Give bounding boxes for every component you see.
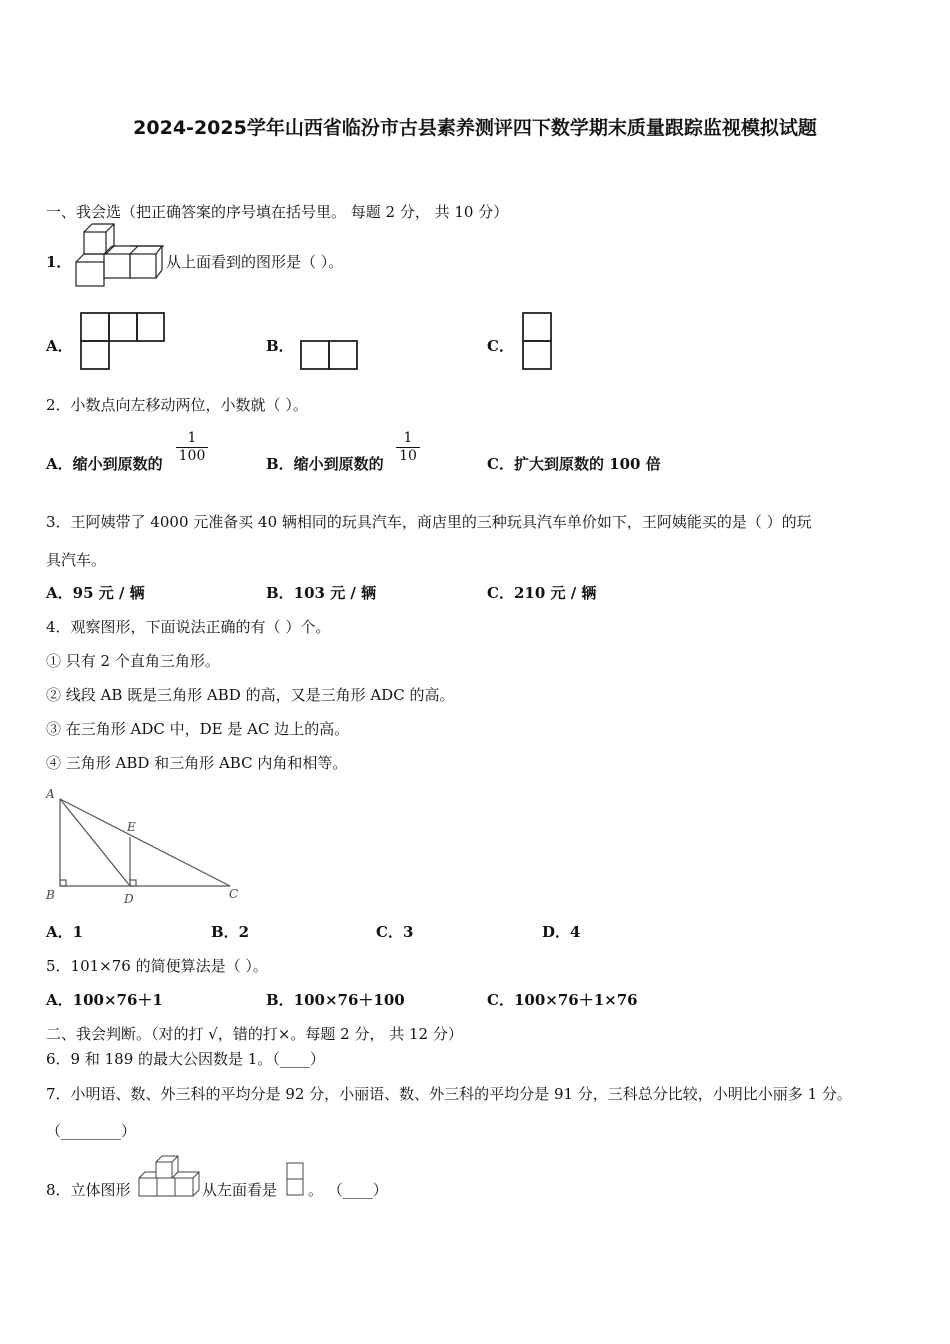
fraction-denominator: 100 — [178, 448, 206, 464]
section2-heading: 二、我会判断。（对的打 √，错的打×。每题 2 分， 共 12 分） — [46, 1025, 463, 1043]
fraction-denominator: 10 — [399, 448, 417, 464]
label-e: E — [127, 820, 136, 834]
q3-option-b[interactable]: B．103 元 / 辆 — [266, 584, 377, 602]
q7-text-line1: 7．小明语、数、外三科的平均分是 92 分，小丽语、数、外三科的平均分是 91 分，三科总分比较，小明比小丽多 1 分。 — [46, 1085, 852, 1103]
q7-answer-blank[interactable]: （________） — [46, 1122, 137, 1140]
q3-option-a[interactable]: A．95 元 / 辆 — [46, 584, 145, 602]
q8-answer-blank[interactable]: 。 （____） — [308, 1181, 388, 1199]
q4-statement-3: ③ 在三角形 ADC 中，DE 是 AC 边上的高。 — [46, 720, 350, 738]
q4-statement-4: ④ 三角形 ABD 和三角形 ABC 内角和相等。 — [46, 754, 348, 772]
q5-option-c[interactable]: C．100×76＋1×76 — [487, 991, 638, 1009]
q5-text: 5．101×76 的简便算法是（ ）。 — [46, 957, 268, 975]
q4-text: 4．观察图形，下面说法正确的有（ ）个。 — [46, 618, 331, 636]
q1-option-c[interactable]: C． — [487, 337, 514, 355]
q1-number: 1． — [46, 253, 72, 271]
q3-option-c[interactable]: C．210 元 / 辆 — [487, 584, 597, 602]
q2-option-b-fraction — [396, 430, 420, 465]
q2-text: 2．小数点向左移动两位，小数就（ ）。 — [46, 396, 308, 414]
q5-option-b[interactable]: B．100×76＋100 — [266, 991, 405, 1009]
q4-option-b[interactable]: B．2 — [211, 923, 250, 941]
fraction-numerator: 1 — [396, 430, 420, 448]
q3-text-line1: 3．王阿姨带了 4000 元准备买 40 辆相同的玩具汽车，商店里的三种玩具汽车单价如下，王阿姨能买的是（ ）的玩 — [46, 513, 812, 531]
q2-option-b[interactable]: B．缩小到原数的 — [266, 455, 384, 473]
q4-statement-2: ② 线段 AB 既是三角形 ABD 的高，又是三角形 ADC 的高。 — [46, 686, 455, 704]
q4-statement-1: ① 只有 2 个直角三角形。 — [46, 652, 220, 670]
q8-left-view-figure — [286, 1162, 306, 1198]
q4-triangle-figure — [42, 785, 247, 910]
q2-option-c[interactable]: C．扩大到原数的 100 倍 — [487, 455, 661, 473]
q1-text: 从上面看到的图形是（ ）。 — [166, 253, 344, 271]
section1-heading: 一、我会选（把正确答案的序号填在括号里。 每题 2 分， 共 10 分） — [46, 203, 509, 221]
q8-text-pre: 8．立体图形 — [46, 1181, 131, 1199]
fraction-numerator: 1 — [176, 430, 208, 448]
q8-solid-figure — [137, 1154, 203, 1200]
q1-solid-figure — [74, 222, 164, 288]
page-title: 2024-2025学年山西省临汾市古县素养测评四下数学期末质量跟踪监视模拟试题 — [133, 117, 817, 139]
q4-option-a[interactable]: A．1 — [46, 923, 84, 941]
q2-option-a[interactable]: A．缩小到原数的 — [46, 455, 163, 473]
q1-option-b[interactable]: B． — [266, 337, 294, 355]
label-b: B — [46, 888, 55, 902]
label-a: A — [46, 787, 55, 801]
q4-option-c[interactable]: C．3 — [376, 923, 414, 941]
q4-option-d[interactable]: D．4 — [542, 923, 581, 941]
q5-option-a[interactable]: A．100×76＋1 — [46, 991, 163, 1009]
q1-option-a[interactable]: A． — [46, 337, 73, 355]
q1-option-a-figure — [80, 312, 166, 372]
q8-text-mid: 从左面看是 — [202, 1181, 278, 1199]
label-c: C — [229, 887, 239, 901]
q2-option-a-fraction — [176, 430, 208, 465]
label-d: D — [124, 892, 134, 906]
q3-text-line2: 具汽车。 — [46, 551, 107, 569]
q1-option-b-figure — [300, 340, 360, 372]
q6-text: 6．9 和 189 的最大公因数是 1。（____） — [46, 1050, 325, 1068]
q1-option-c-figure — [522, 312, 554, 372]
